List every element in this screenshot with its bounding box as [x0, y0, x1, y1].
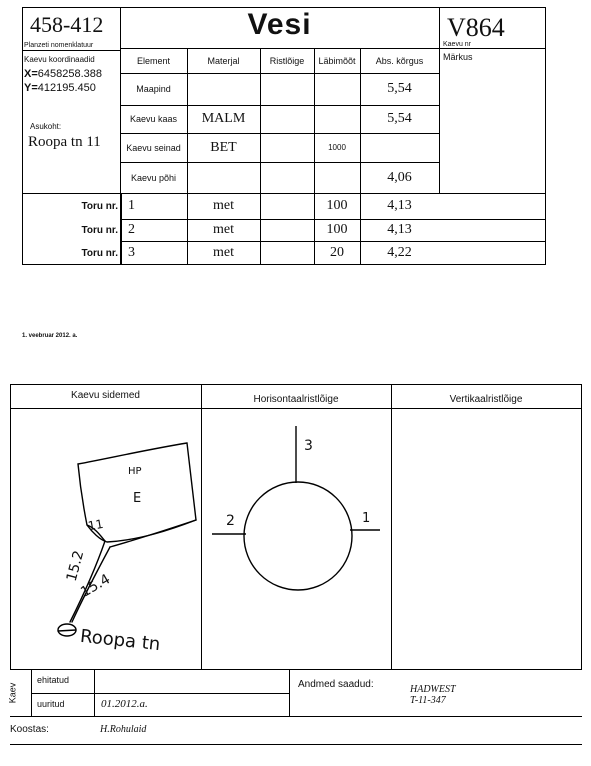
compiled-value: H.Rohulaid — [100, 724, 147, 735]
table-cell: Kaevu põhi — [130, 172, 177, 183]
table-cell: 1 — [128, 198, 135, 213]
surveyed-value: 01.2012.a. — [101, 698, 148, 710]
page-title: Vesi — [247, 8, 312, 41]
table-cell: 4,22 — [387, 245, 412, 260]
table-cell: 20 — [330, 245, 344, 260]
table-cell: met — [213, 222, 234, 237]
sketch-hp: HP — [128, 466, 142, 477]
coord-y-value: 412195.450 — [37, 82, 96, 94]
location-value: Roopa tn 11 — [28, 134, 101, 150]
divider — [94, 669, 95, 716]
sketch-e: E — [133, 491, 142, 506]
pipe-label: Toru nr. — [81, 247, 118, 259]
table-cell: Maapind — [136, 84, 171, 94]
date-note: 1. veebruar 2012. a. — [22, 333, 78, 339]
pipe-label-3: 3 — [304, 438, 313, 454]
divider — [31, 693, 289, 694]
table-cell: met — [213, 198, 234, 213]
kaev-label: Kaev — [7, 682, 18, 704]
sketch-street: Roopa tn — [79, 625, 162, 656]
compiled-label: Koostas: — [10, 724, 49, 735]
table-cell: Kaevu kaas — [129, 114, 178, 124]
table-cell: MALM — [201, 111, 246, 126]
table-header: Läbimõõt — [318, 55, 356, 66]
pipe-label: Toru nr. — [81, 224, 118, 236]
table-header: Materjal — [207, 55, 240, 66]
divider — [10, 744, 582, 745]
location-label: Asukoht: — [30, 122, 62, 131]
nomenclature-label: Planzeti nomenklatuur — [24, 42, 94, 49]
data-from-value-1: HADWEST — [410, 684, 456, 695]
divider — [10, 716, 582, 717]
sketch-d152: 15.2 — [63, 548, 88, 584]
surveyed-label: uuritud — [37, 699, 65, 709]
nomenclature-value: 458-412 — [30, 12, 104, 37]
pipe-label-1: 1 — [362, 511, 371, 526]
well-number-label: Kaevu nr — [443, 41, 472, 48]
table-cell: 100 — [326, 198, 348, 213]
table-header: Abs. kõrgus — [375, 55, 424, 66]
table-cell: Kaevu seinad — [126, 142, 181, 153]
table-cell: 100 — [326, 222, 348, 237]
divider — [289, 669, 290, 716]
pipe-label-2: 2 — [226, 513, 235, 529]
data-from-label: Andmed saadud: — [298, 679, 374, 690]
table-cell: 5,54 — [387, 111, 412, 126]
sketch-d11: 11 — [86, 516, 105, 534]
table-header: Märkus — [443, 52, 473, 62]
table-cell: 5,54 — [387, 81, 412, 96]
well-number: V864 — [447, 13, 505, 42]
table-header: Element — [136, 55, 171, 66]
section-horizontal: Horisontaalristlõige — [253, 394, 339, 405]
table-cell: 2 — [128, 222, 135, 237]
section-vertical: Vertikaalristlõige — [449, 394, 523, 405]
table-cell: 4,06 — [387, 169, 412, 185]
coord-x-label: X= — [24, 68, 38, 80]
built-label: ehitatud — [37, 675, 70, 685]
coord-y-label: Y= — [24, 82, 38, 94]
section-ties: Kaevu sidemed — [71, 390, 140, 401]
coords-label: Kaevu koordinaadid — [24, 55, 95, 64]
table-cell: 4,13 — [387, 222, 412, 237]
coord-x-value: 6458258.388 — [37, 68, 102, 80]
table-header: Ristlõige — [269, 55, 305, 66]
data-from-value-2: T-11-347 — [410, 695, 446, 706]
pipe-label: Toru nr. — [81, 200, 118, 212]
sketch-d154: 15.4 — [78, 571, 114, 601]
table-cell: BET — [210, 139, 237, 155]
table-cell: 3 — [128, 245, 135, 260]
table-cell: 1000 — [328, 143, 346, 152]
table-cell: met — [213, 245, 234, 260]
table-cell: 4,13 — [387, 198, 412, 213]
